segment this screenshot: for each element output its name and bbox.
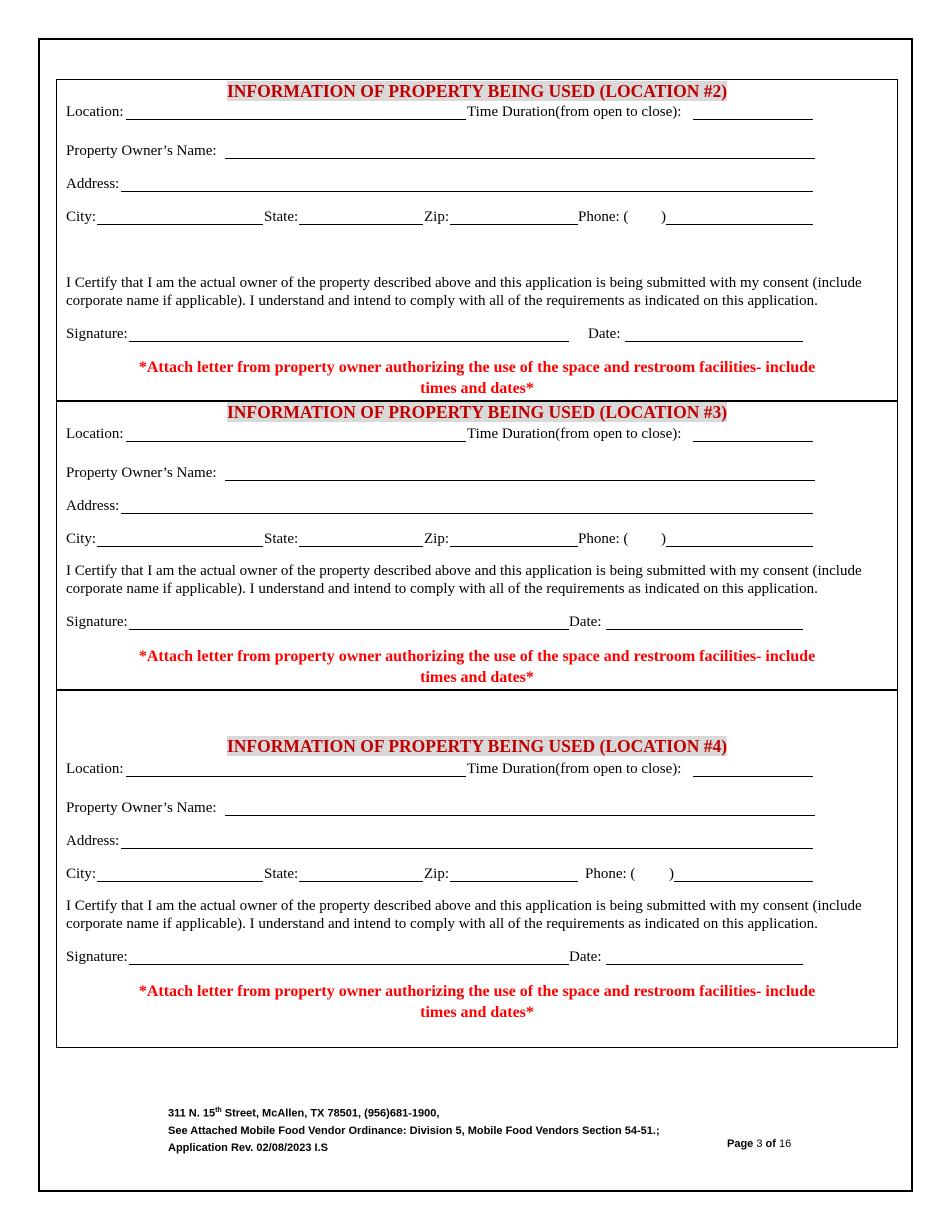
note-line-2: times and dates*	[420, 380, 534, 397]
page-word: Page	[727, 1138, 754, 1150]
address-field[interactable]	[121, 513, 813, 514]
time-duration-field[interactable]	[693, 441, 813, 442]
location-label: Location:	[66, 426, 124, 442]
footer	[168, 1102, 660, 1157]
footer-address	[168, 1102, 660, 1123]
footer-address-sup: th	[215, 1107, 222, 1114]
time-duration-label: Time Duration(from open to close):	[467, 426, 682, 442]
owner-name-field[interactable]	[225, 158, 815, 159]
address-label: Address:	[66, 176, 120, 192]
phone-close-paren: )	[661, 531, 666, 547]
page-num: 3	[756, 1138, 763, 1150]
section-title	[57, 402, 897, 422]
city-field[interactable]	[97, 881, 263, 882]
location-3-section	[56, 400, 898, 691]
date-field[interactable]	[625, 341, 803, 342]
certify-text: I Certify that I am the actual owner of the property described above and this application is being submitted with my consent (include corporate name if applicable). I understand and intend to comply with all of the requirements as indicated on this application.	[66, 275, 862, 309]
date-label: Date:	[569, 614, 602, 630]
certify-text: I Certify that I am the actual owner of the property described above and this application is being submitted with my consent (include corporate name if applicable). I understand and intend to comply with all of the requirements as indicated on this application.	[66, 563, 862, 597]
time-duration-label: Time Duration(from open to close):	[467, 104, 682, 120]
footer-address-pre: 311 N. 15	[168, 1107, 216, 1120]
owner-name-label: Property Owner’s Name:	[66, 465, 217, 481]
section-title-text: INFORMATION OF PROPERTY BEING USED (LOCATION #4)	[226, 736, 728, 756]
location-label: Location:	[66, 761, 124, 777]
section-title	[57, 81, 897, 101]
page-number	[727, 1136, 791, 1153]
signature-field[interactable]	[129, 341, 569, 342]
zip-field[interactable]	[450, 224, 578, 225]
note-line-2: times and dates*	[420, 1004, 534, 1021]
owner-name-field[interactable]	[225, 480, 815, 481]
date-field[interactable]	[606, 629, 803, 630]
location-field[interactable]	[126, 776, 466, 777]
date-field[interactable]	[606, 964, 803, 965]
time-duration-field[interactable]	[693, 776, 813, 777]
state-field[interactable]	[299, 546, 423, 547]
city-label: City:	[66, 866, 97, 882]
address-field[interactable]	[121, 191, 813, 192]
location-4-section	[56, 689, 898, 1048]
date-label: Date:	[588, 326, 621, 342]
state-label: State:	[264, 866, 299, 882]
zip-field[interactable]	[450, 881, 578, 882]
zip-label: Zip:	[424, 531, 449, 547]
page-total: 16	[779, 1138, 792, 1150]
attach-letter-note	[57, 357, 897, 399]
owner-name-label: Property Owner’s Name:	[66, 800, 217, 816]
zip-label: Zip:	[424, 866, 449, 882]
signature-label: Signature:	[66, 614, 128, 630]
section-title-text: INFORMATION OF PROPERTY BEING USED (LOCATION #3)	[226, 402, 728, 422]
phone-close-paren: )	[669, 866, 674, 882]
section-title-text: INFORMATION OF PROPERTY BEING USED (LOCATION #2)	[226, 81, 728, 101]
attach-letter-note	[57, 981, 897, 1023]
state-label: State:	[264, 209, 299, 225]
state-label: State:	[264, 531, 299, 547]
city-label: City:	[66, 531, 97, 547]
time-duration-label: Time Duration(from open to close):	[467, 761, 682, 777]
signature-label: Signature:	[66, 326, 128, 342]
zip-field[interactable]	[450, 546, 578, 547]
zip-label: Zip:	[424, 209, 449, 225]
address-field[interactable]	[121, 848, 813, 849]
phone-close-paren: )	[661, 209, 666, 225]
note-line-1: *Attach letter from property owner authorizing the use of the space and restroom facilities- include	[138, 983, 816, 1000]
phone-field[interactable]	[666, 224, 813, 225]
owner-name-label: Property Owner’s Name:	[66, 143, 217, 159]
location-2-section	[56, 79, 898, 402]
signature-field[interactable]	[129, 964, 569, 965]
footer-ordinance: See Attached Mobile Food Vendor Ordinance: Division 5, Mobile Food Vendors Section 54-51.;	[168, 1124, 660, 1137]
owner-name-field[interactable]	[225, 815, 815, 816]
phone-label: Phone: (	[585, 866, 636, 882]
city-field[interactable]	[97, 546, 263, 547]
state-field[interactable]	[299, 224, 423, 225]
time-duration-field[interactable]	[693, 119, 813, 120]
location-field[interactable]	[126, 441, 466, 442]
footer-revision: Application Rev. 02/08/2023 I.S	[168, 1141, 328, 1154]
state-field[interactable]	[299, 881, 423, 882]
note-line-1: *Attach letter from property owner authorizing the use of the space and restroom facilities- include	[138, 359, 816, 376]
address-label: Address:	[66, 498, 120, 514]
phone-field[interactable]	[666, 546, 813, 547]
section-title	[57, 736, 897, 756]
phone-label: Phone: (	[578, 209, 629, 225]
city-label: City:	[66, 209, 97, 225]
signature-field[interactable]	[129, 629, 569, 630]
location-field[interactable]	[126, 119, 466, 120]
note-line-1: *Attach letter from property owner authorizing the use of the space and restroom facilities- include	[138, 648, 816, 665]
phone-field[interactable]	[674, 881, 813, 882]
page-of: of	[765, 1138, 776, 1150]
attach-letter-note	[57, 646, 897, 688]
footer-address-post: Street, McAllen, TX 78501, (956)681-1900,	[221, 1107, 440, 1120]
date-label: Date:	[569, 949, 602, 965]
phone-label: Phone: (	[578, 531, 629, 547]
certify-text: I Certify that I am the actual owner of the property described above and this application is being submitted with my consent (include corporate name if applicable). I understand and intend to comply with all of the requirements as indicated on this application.	[66, 898, 862, 932]
signature-label: Signature:	[66, 949, 128, 965]
location-label: Location:	[66, 104, 124, 120]
city-field[interactable]	[97, 224, 263, 225]
address-label: Address:	[66, 833, 120, 849]
note-line-2: times and dates*	[420, 669, 534, 686]
